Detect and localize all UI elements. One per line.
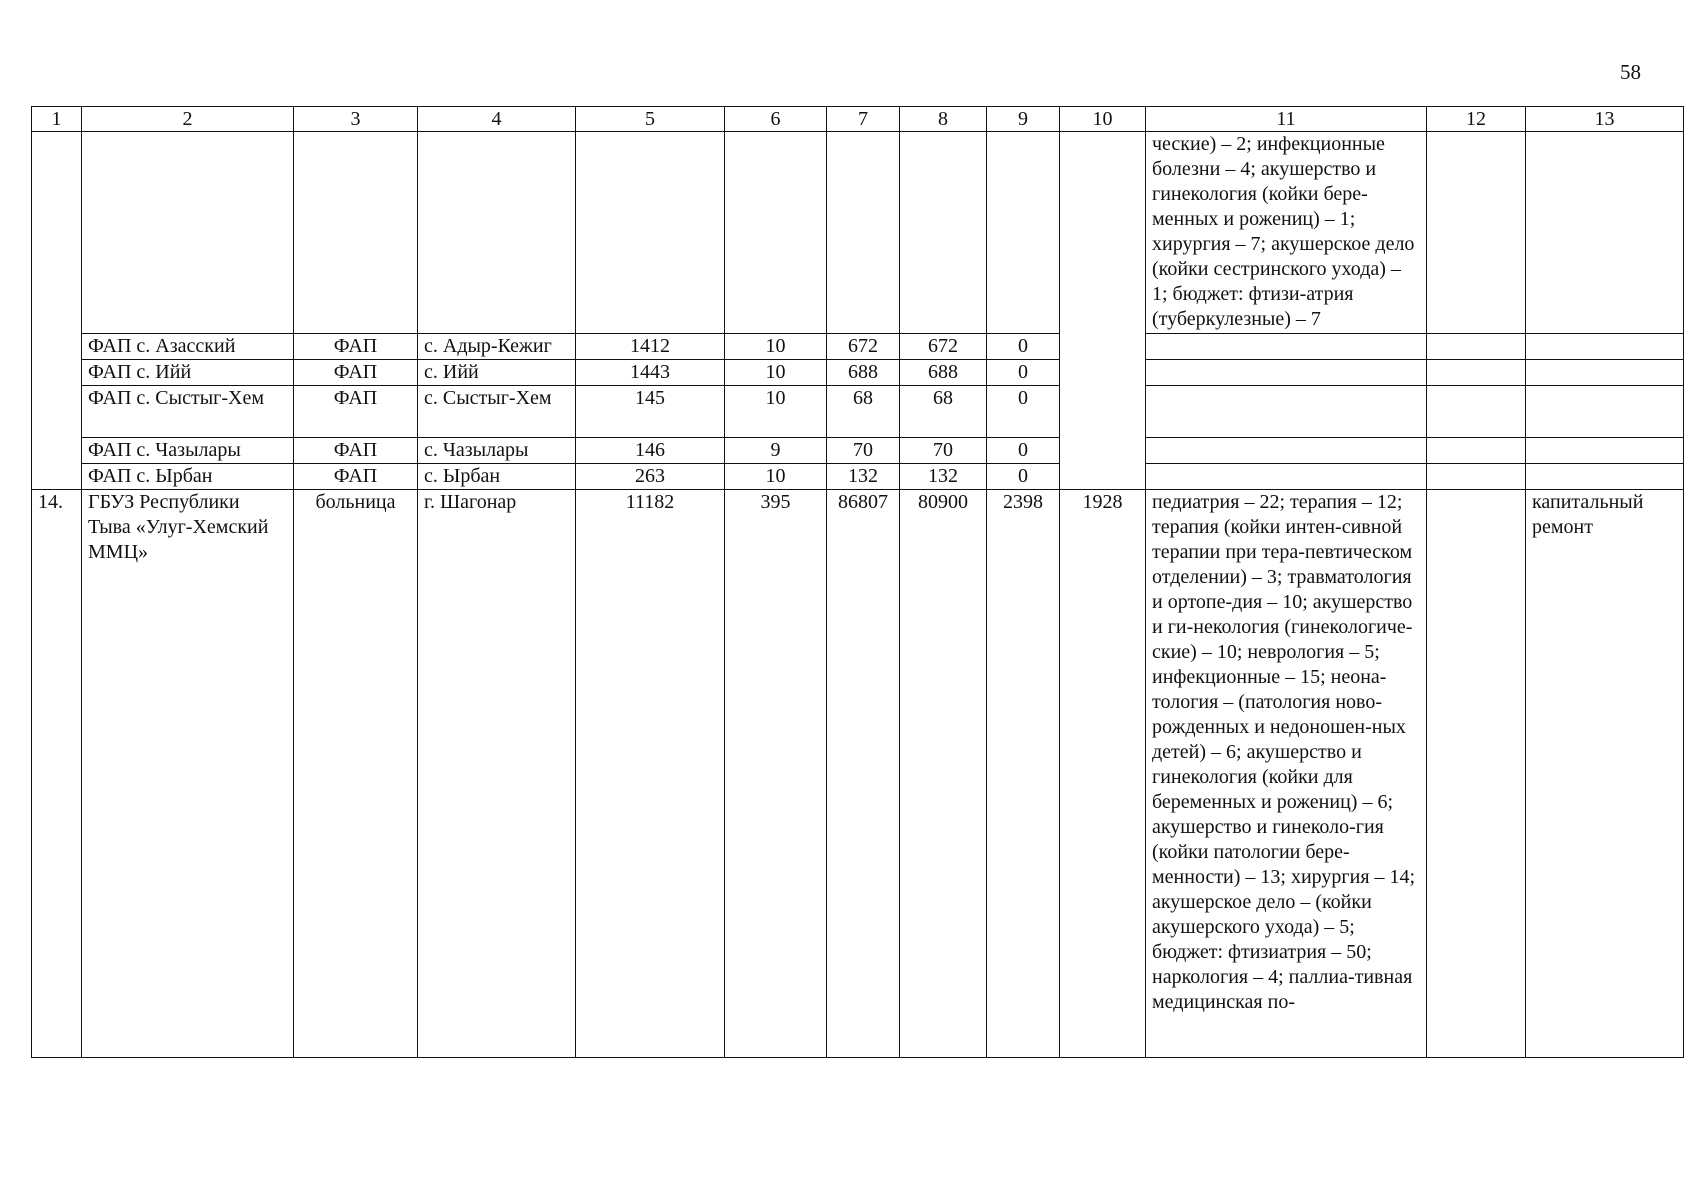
cell-c5 (576, 132, 725, 334)
cell-c12 (1427, 334, 1526, 360)
facility-type: ФАП (294, 386, 418, 438)
header-cell: 8 (900, 107, 987, 132)
cell-c12 (1427, 490, 1526, 1058)
table-row (32, 386, 1684, 438)
institution-location: г. Шагонар (418, 490, 576, 1058)
cell-c11 (1146, 334, 1427, 360)
facility-location: с. Адыр-Кежиг (418, 334, 576, 360)
value-c9: 0 (987, 334, 1060, 360)
facility-name: ФАП с. Ырбан (82, 464, 294, 490)
value-c7: 132 (827, 464, 900, 490)
cell-c9 (987, 132, 1060, 334)
value-c5: 11182 (576, 490, 725, 1058)
value-c7: 672 (827, 334, 900, 360)
beds-profile-text: педиатрия – 22; терапия – 12; терапия (койки интен-сивной терапии при тера-певтическом отделении) – 3; травматология и ортопе-дия – 10; акушерство и ги-некология (гинекологиче-ские) – 10; неврология – 5; инфекционные – 15; неона-тология – (патология ново-рожденных и недоношен-ных детей) – 6; акушерство и гинекология (койки для беременных и рожениц) – 6; акушерство и гинеколо-гия (койки патологии бере-менности) – 13; хирургия – 14; акушерское дело – (койки акушерского ухода) – 5; бюджет: фтизиатрия – 50; наркология – 4; паллиа-тивная медицинская по- (1146, 490, 1427, 1058)
value-c9: 0 (987, 360, 1060, 386)
value-c7: 68 (827, 386, 900, 438)
facility-name: ФАП с. Азасский (82, 334, 294, 360)
value-c6: 395 (725, 490, 827, 1058)
value-c6: 10 (725, 360, 827, 386)
header-cell: 1 (32, 107, 82, 132)
value-c5: 263 (576, 464, 725, 490)
value-c8: 672 (900, 334, 987, 360)
cell-c12 (1427, 360, 1526, 386)
facility-name: ФАП с. Сыстыг-Хем (82, 386, 294, 438)
value-c7: 688 (827, 360, 900, 386)
cell-c13 (1526, 360, 1684, 386)
facility-type: ФАП (294, 360, 418, 386)
header-cell: 7 (827, 107, 900, 132)
header-cell: 9 (987, 107, 1060, 132)
cell-c2 (82, 132, 294, 334)
value-c8: 68 (900, 386, 987, 438)
cell-c12 (1427, 438, 1526, 464)
facility-name: ФАП с. Ийй (82, 360, 294, 386)
facility-location: с. Сыстыг-Хем (418, 386, 576, 438)
table-row (32, 464, 1684, 490)
value-c5: 145 (576, 386, 725, 438)
institution-type: больница (294, 490, 418, 1058)
value-c6: 10 (725, 334, 827, 360)
value-c9: 0 (987, 386, 1060, 438)
cell-c11 (1146, 464, 1427, 490)
facility-name: ФАП с. Чазылары (82, 438, 294, 464)
value-c6: 9 (725, 438, 827, 464)
cell-c4 (418, 132, 576, 334)
header-cell: 6 (725, 107, 827, 132)
cell-c12 (1427, 386, 1526, 438)
value-c5: 1412 (576, 334, 725, 360)
cell-c13 (1526, 386, 1684, 438)
value-c6: 10 (725, 386, 827, 438)
cell-c7 (827, 132, 900, 334)
header-row (32, 107, 1684, 132)
cell-c11 (1146, 360, 1427, 386)
value-c7: 86807 (827, 490, 900, 1058)
table-row (32, 360, 1684, 386)
value-c8: 132 (900, 464, 987, 490)
cell-c12 (1427, 464, 1526, 490)
value-c7: 70 (827, 438, 900, 464)
header-cell: 5 (576, 107, 725, 132)
value-c5: 146 (576, 438, 725, 464)
cell-c13 (1526, 464, 1684, 490)
header-cell: 2 (82, 107, 294, 132)
facility-location: с. Ырбан (418, 464, 576, 490)
value-c6: 10 (725, 464, 827, 490)
beds-profile-text: ческие) – 2; инфекционные болезни – 4; акушерство и гинекология (койки бере-менных и рожениц) – 1; хирургия – 7; акушерское дело (койки сестринского ухода) – 1; бюджет: фтизи-атрия (туберкулезные) – 7 (1146, 132, 1427, 334)
table-row (32, 438, 1684, 464)
facility-type: ФАП (294, 464, 418, 490)
cell-c1-merged (32, 132, 82, 490)
cell-c11 (1146, 386, 1427, 438)
cell-c13 (1526, 334, 1684, 360)
value-c8: 70 (900, 438, 987, 464)
facility-location: с. Ийй (418, 360, 576, 386)
value-c8: 688 (900, 360, 987, 386)
cell-c10-merged (1060, 132, 1146, 490)
cell-c13 (1526, 438, 1684, 464)
cell-c6 (725, 132, 827, 334)
facility-location: с. Чазылары (418, 438, 576, 464)
main-entry-row (32, 490, 1684, 1058)
cell-c13 (1526, 132, 1684, 334)
facilities-table (31, 106, 1684, 1058)
value-c10: 1928 (1060, 490, 1146, 1058)
cell-c11 (1146, 438, 1427, 464)
work-type: капитальный ремонт (1526, 490, 1684, 1058)
cell-c8 (900, 132, 987, 334)
cell-c3 (294, 132, 418, 334)
header-cell: 11 (1146, 107, 1427, 132)
value-c5: 1443 (576, 360, 725, 386)
value-c9: 2398 (987, 490, 1060, 1058)
cell-c12 (1427, 132, 1526, 334)
table-row (32, 334, 1684, 360)
row-number: 14. (32, 490, 82, 1058)
header-cell: 4 (418, 107, 576, 132)
institution-name: ГБУЗ Республики Тыва «Улуг-Хемский ММЦ» (82, 490, 294, 1058)
facility-type: ФАП (294, 334, 418, 360)
header-cell: 13 (1526, 107, 1684, 132)
header-cell: 3 (294, 107, 418, 132)
value-c9: 0 (987, 438, 1060, 464)
continuation-row (32, 132, 1684, 334)
value-c8: 80900 (900, 490, 987, 1058)
page-number: 58 (1620, 60, 1641, 84)
facility-type: ФАП (294, 438, 418, 464)
header-cell: 12 (1427, 107, 1526, 132)
header-cell: 10 (1060, 107, 1146, 132)
value-c9: 0 (987, 464, 1060, 490)
